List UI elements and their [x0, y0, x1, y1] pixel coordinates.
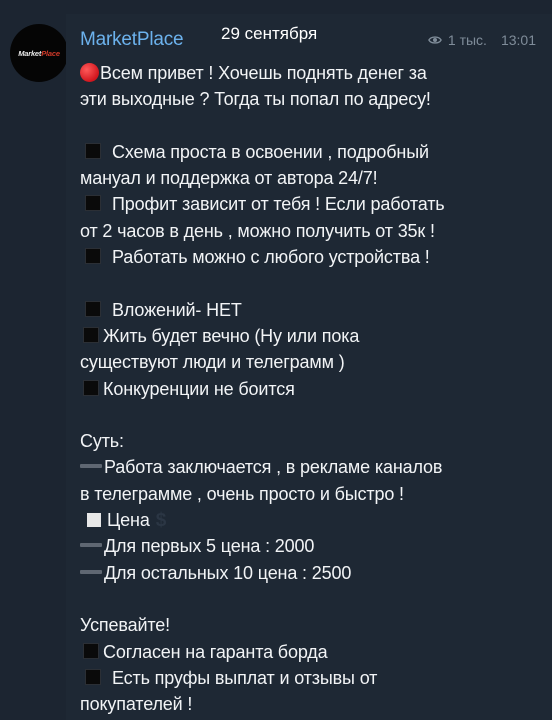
message-line: Для первых 5 цена : 2000 — [80, 533, 542, 559]
black-square-icon — [83, 380, 99, 396]
message-line: Для остальных 10 цена : 2500 — [80, 560, 542, 586]
message-line: мануал и поддержка от автора 24/7! — [80, 168, 378, 189]
black-square-icon — [85, 195, 101, 211]
message-header — [80, 24, 542, 54]
message-line: Вложений- НЕТ — [80, 297, 542, 323]
channel-avatar[interactable] — [10, 24, 68, 82]
black-square-icon — [85, 301, 101, 317]
message-line: от 2 часов в день , можно получить от 35к ! — [80, 220, 435, 241]
message-line: Цена $ — [80, 507, 542, 533]
message-line: Профит зависит от тебя ! Если работать — [80, 191, 542, 217]
black-square-icon — [85, 143, 101, 159]
minus-icon — [80, 570, 102, 574]
avatar-logo: MarketPlace — [18, 48, 60, 58]
message-time: 13:01 — [500, 32, 536, 48]
message-line: эти выходные ? Тогда ты попал по адресу! — [80, 89, 431, 110]
dollar-icon: $ — [155, 510, 167, 532]
message-line: покупателей ! — [80, 694, 193, 715]
black-square-icon — [83, 643, 99, 659]
message-line: Работа заключается , в рекламе каналов — [80, 454, 542, 480]
message-line: Успевайте! — [80, 615, 170, 636]
message-line: Работать можно с любого устройства ! — [80, 244, 542, 270]
views-count: 1 тыс. — [447, 32, 487, 48]
red-circle-icon — [80, 63, 99, 82]
minus-icon — [80, 543, 102, 547]
message-line: Согласен на гаранта борда — [80, 639, 542, 665]
message-line: Есть пруфы выплат и отзывы от — [80, 665, 542, 691]
black-square-icon — [85, 669, 101, 685]
message-line: Конкуренции не боится — [80, 376, 542, 402]
message-line: в телеграмме , очень просто и быстро ! — [80, 483, 404, 504]
message-meta — [428, 32, 536, 48]
channel-name[interactable]: MarketPlace — [80, 29, 184, 50]
date-label: 29 сентября — [221, 24, 318, 43]
message-line: Схема проста в освоении , подробный — [80, 139, 542, 165]
message-text — [80, 60, 542, 717]
message-line: Всем привет ! Хочешь поднять денег за — [80, 60, 542, 86]
black-square-icon — [83, 327, 99, 343]
message-line: Суть: — [80, 431, 124, 452]
white-square-icon — [87, 513, 101, 527]
message-line: Жить будет вечно (Ну или пока — [80, 323, 542, 349]
black-square-icon — [85, 248, 101, 264]
minus-icon — [80, 464, 102, 468]
message-line: существуют люди и телеграмм ) — [80, 352, 345, 373]
eye-icon — [428, 33, 442, 47]
